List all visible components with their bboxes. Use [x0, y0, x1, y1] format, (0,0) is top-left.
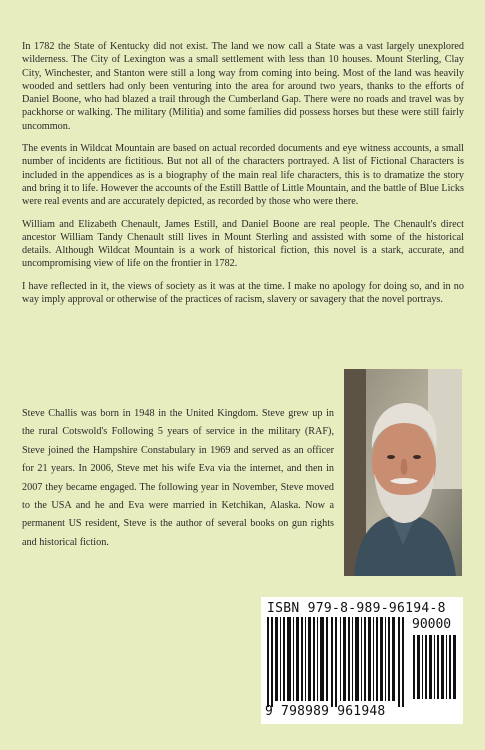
isbn-barcode	[261, 597, 463, 724]
barcode-digits: 9 798989 961948	[265, 704, 386, 719]
blurb-paragraph: The events in Wildcat Mountain are based on actual recorded documents and eye witness accounts, a small number of incidents are fictitious. But not all of the characters portrayed. A list of Fictional Characters is included in the appendices as is a biography of the main real life characters, this is to dramatize the story and bring it to life. However the accounts of the Estill Battle of Little Mountain, and the battle of Blue Licks were real events and are accurately depicted, as recorded by those who were there.	[22, 143, 464, 208]
author-bio: Steve Challis was born in 1948 in the United Kingdom. Steve grew up in the rural Cotswold's Following 5 years of service in the military (RAF), Steve joined the Hampshire Constabulary in 1969 and served as an officer for 21 years. In 2006, Steve met his wife Eva via the internet, and then in 2007 they became engaged. The following year in November, Steve moved to the USA and he and Eva were married in Ketchikan, Alaska. Now a permanent US resident, Steve is the author of several books on gun rights and historical fiction.	[22, 408, 334, 548]
back-cover-blurb	[22, 40, 464, 315]
author-photo	[344, 369, 462, 576]
blurb-paragraph: In 1782 the State of Kentucky did not exist. The land we now call a State was a vast largely unexplored wilderness. The City of Lexington was a small settlement with less than 10 houses. Mount Sterling, Clay City, Winchester, and Stanton were still a long way from coming into being. Most of the land was heavily wooded and settlers had only been venturing into the area for around two years, thanks to the efforts of Daniel Boone, who had blazed a trail through the Cumberland Gap. There were no roads and travel was by packhorse or walking. The military (Militia) and some families did possess horses but these were still fairly uncommon.	[22, 41, 464, 132]
blurb-paragraph: I have reflected in it, the views of society as it was at the time. I make no apology for doing so, and in no way imply approval or otherwise of the practices of racism, slavery or savagery that the novel portrays.	[22, 280, 464, 306]
isbn-label: ISBN 979-8-989-96194-8	[267, 601, 446, 616]
blurb-paragraph: William and Elizabeth Chenault, James Estill, and Daniel Boone are real people. The Chenault's direct ancestor William Tandy Chenault still lives in Mount Sterling and assisted with some of the historical details. Although Wildcat Mountain is a work of historical fiction, this novel is a stark, accurate, and uncompromising view of life on the frontier in 1782.	[22, 218, 464, 270]
price-code: 90000	[412, 617, 452, 632]
ean-barcode-bars	[267, 617, 407, 707]
addon-barcode-bars	[413, 635, 457, 699]
